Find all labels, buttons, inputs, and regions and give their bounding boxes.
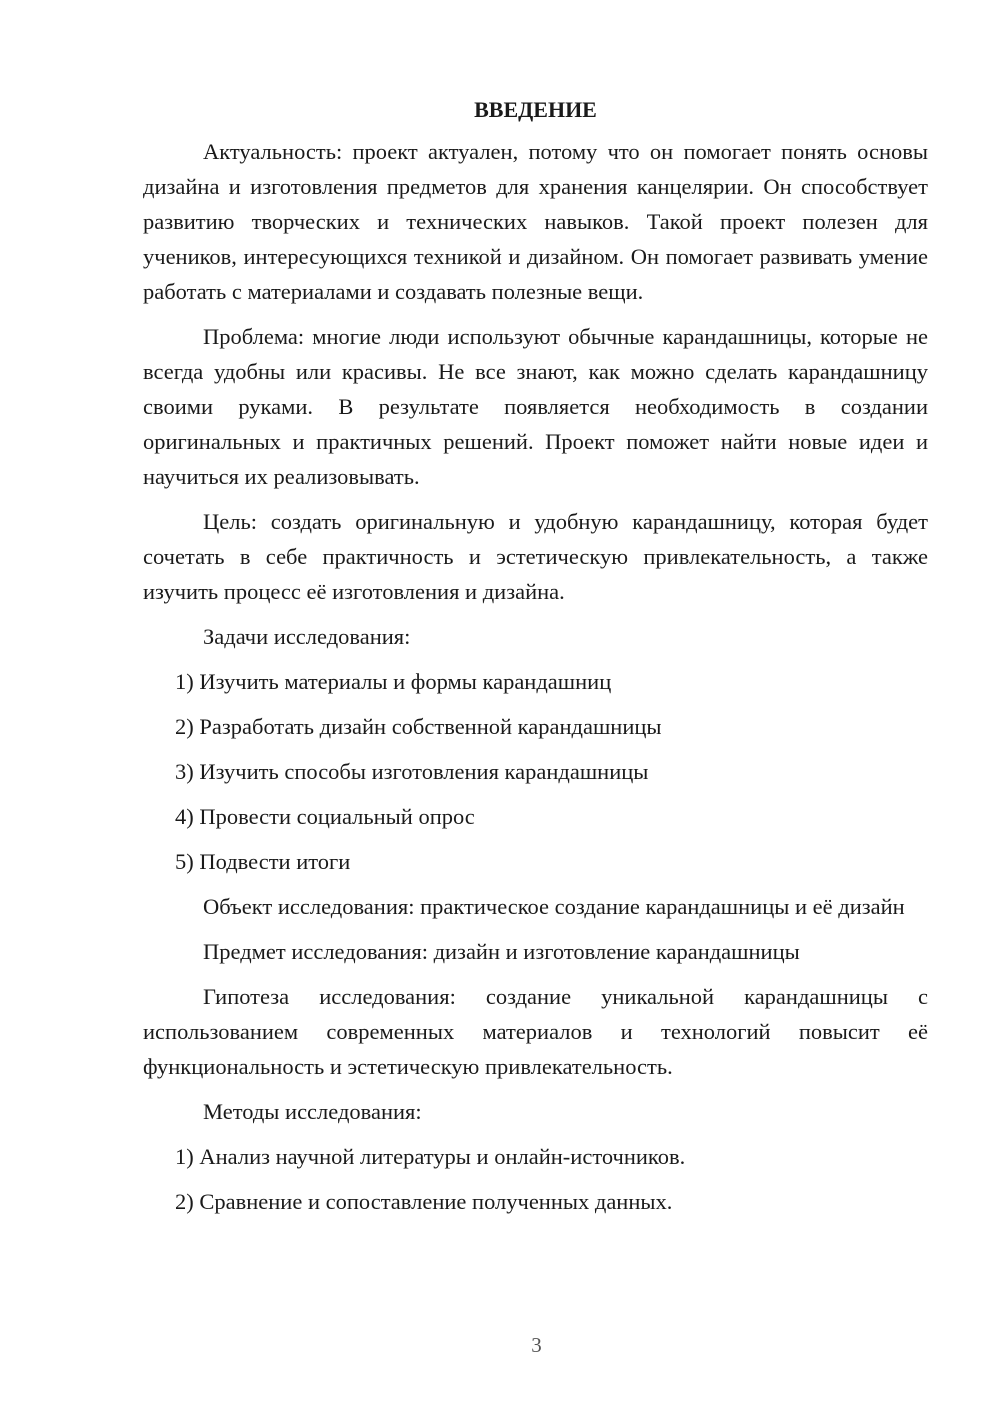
goal-paragraph: Цель: создать оригинальную и удобную карандашницу, которая будет сочетать в себе практичность и эстетическую привлекательность, а также изучить процесс её изготовления и дизайна. (143, 509, 928, 604)
method-item: 1) Анализ научной литературы и онлайн-источников. (175, 1144, 686, 1169)
methods-heading: Методы исследования: (203, 1099, 422, 1124)
task-item: 1) Изучить материалы и формы карандашниц (175, 669, 612, 694)
task-item: 5) Подвести итоги (175, 849, 351, 874)
section-title: ВВЕДЕНИЕ (474, 97, 597, 122)
hypothesis-paragraph: Гипотеза исследования: создание уникальной карандашницы с использованием современных материалов и технологий повысит её функциональность и эстетическую привлекательность. (143, 984, 928, 1079)
task-item: 3) Изучить способы изготовления карандашницы (175, 759, 649, 784)
problem-paragraph: Проблема: многие люди используют обычные карандашницы, которые не всегда удобны или красивы. Не все знают, как можно сделать карандашницу своими руками. В результате появляется необходимость в создании оригинальных и практичных решений. Проект поможет найти новые идеи и научиться их реализовывать. (143, 324, 928, 489)
task-item: 2) Разработать дизайн собственной карандашницы (175, 714, 662, 739)
relevance-paragraph: Актуальность: проект актуален, потому что он помогает понять основы дизайна и изготовления предметов для хранения канцелярии. Он способствует развитию творческих и технических навыков. Такой проект полезен для учеников, интересующихся техникой и дизайном. Он помогает развивать умение работать с материалами и создавать полезные вещи. (143, 139, 928, 304)
method-item: 2) Сравнение и сопоставление полученных данных. (175, 1189, 673, 1214)
tasks-heading: Задачи исследования: (203, 624, 411, 649)
page-content (143, 92, 928, 1229)
page-number: 3 (531, 1333, 542, 1357)
object-paragraph: Объект исследования: практическое создание карандашницы и её дизайн (203, 894, 905, 919)
task-item: 4) Провести социальный опрос (175, 804, 475, 829)
subject-paragraph: Предмет исследования: дизайн и изготовление карандашницы (203, 939, 800, 964)
